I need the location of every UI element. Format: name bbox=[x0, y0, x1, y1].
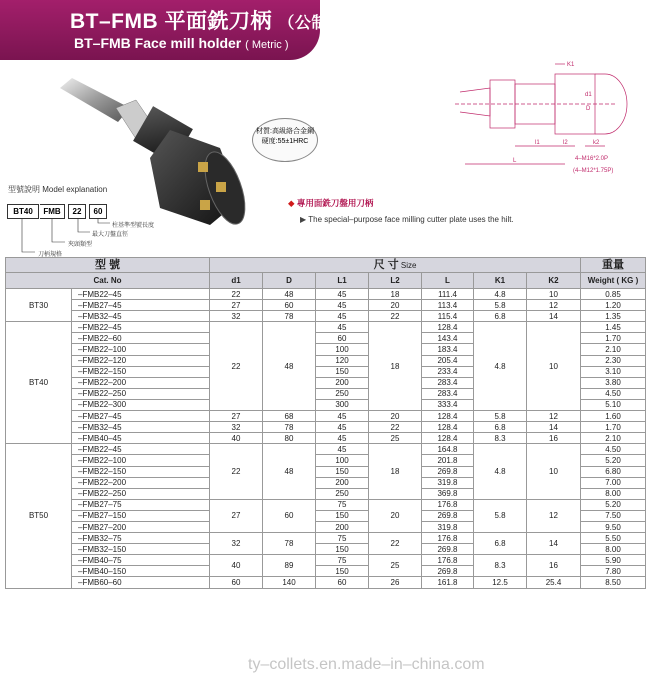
cell-L: 269.8 bbox=[422, 510, 474, 521]
model-header-en: Cat. No bbox=[6, 273, 210, 289]
cat-no: –FMB27–45 bbox=[72, 300, 210, 311]
table-row bbox=[6, 433, 646, 444]
cell-L1: 120 bbox=[316, 355, 369, 366]
explanation-leader-lines bbox=[5, 218, 125, 258]
cell-L: 369.8 bbox=[422, 488, 474, 499]
cell-L1: 45 bbox=[316, 433, 369, 444]
cell-L1: 150 bbox=[316, 510, 369, 521]
dim-l2: l2 bbox=[563, 140, 568, 146]
cell-L1: 75 bbox=[316, 555, 369, 566]
cell-K2: 14 bbox=[527, 422, 581, 433]
cell-L: 143.4 bbox=[422, 333, 474, 344]
table-row bbox=[6, 422, 646, 433]
cell-L: 128.4 bbox=[422, 422, 474, 433]
cell-W: 1.70 bbox=[581, 422, 646, 433]
cell-W: 7.80 bbox=[581, 566, 646, 577]
cell-L1: 150 bbox=[316, 466, 369, 477]
cell-W: 6.80 bbox=[581, 466, 646, 477]
cell-W: 2.30 bbox=[581, 355, 646, 366]
cell-L2: 22 bbox=[369, 422, 422, 433]
cell-K2: 25.4 bbox=[527, 577, 581, 588]
cell-W: 3.80 bbox=[581, 377, 646, 388]
cell-L1: 200 bbox=[316, 477, 369, 488]
cell-L1: 150 bbox=[316, 366, 369, 377]
cell-L1: 45 bbox=[316, 311, 369, 322]
weight-header-cn: 重量 bbox=[581, 258, 646, 273]
cell-d1: 22 bbox=[210, 322, 263, 411]
dedicated-note-cn: ◆ 專用面銑刀盤用刀柄 bbox=[288, 198, 374, 208]
cell-K2: 12 bbox=[527, 499, 581, 532]
cell-L2: 20 bbox=[369, 411, 422, 422]
cat-no: –FMB22–45 bbox=[72, 322, 210, 333]
cat-no: –FMB60–60 bbox=[72, 577, 210, 588]
cell-D: 68 bbox=[263, 411, 316, 422]
cat-no: –FMB22–300 bbox=[72, 399, 210, 410]
cell-D: 80 bbox=[263, 433, 316, 444]
cell-L1: 45 bbox=[316, 444, 369, 455]
cell-L2: 25 bbox=[369, 433, 422, 444]
cat-no: –FMB32–150 bbox=[72, 544, 210, 555]
cat-no: –FMB22–200 bbox=[72, 477, 210, 488]
cell-L: 269.8 bbox=[422, 466, 474, 477]
cell-W: 2.10 bbox=[581, 433, 646, 444]
cell-K1: 4.8 bbox=[474, 322, 527, 411]
col-d1: d1 bbox=[210, 273, 263, 289]
cell-L: 128.4 bbox=[422, 411, 474, 422]
cell-W: 0.85 bbox=[581, 289, 646, 300]
cell-D: 78 bbox=[263, 533, 316, 555]
spec-table bbox=[5, 257, 646, 589]
cell-L1: 150 bbox=[316, 566, 369, 577]
cell-L1: 200 bbox=[316, 521, 369, 532]
cat-no: –FMB40–45 bbox=[72, 433, 210, 444]
table-row bbox=[6, 555, 646, 566]
col-K2: K2 bbox=[527, 273, 581, 289]
cell-L: 128.4 bbox=[422, 322, 474, 333]
cell-L: 333.4 bbox=[422, 399, 474, 410]
cell-K1: 4.8 bbox=[474, 444, 527, 499]
cell-L2: 18 bbox=[369, 444, 422, 499]
cell-W: 7.50 bbox=[581, 510, 646, 521]
table-row bbox=[6, 444, 646, 455]
cell-K1: 6.8 bbox=[474, 311, 527, 322]
cell-L1: 75 bbox=[316, 499, 369, 510]
cell-W: 2.10 bbox=[581, 344, 646, 355]
triangle-bullet-icon: ▶ bbox=[300, 215, 307, 224]
col-L: L bbox=[422, 273, 474, 289]
cell-L2: 18 bbox=[369, 289, 422, 300]
col-K1: K1 bbox=[474, 273, 527, 289]
dim-k1: K1 bbox=[567, 62, 575, 68]
dim-d: D bbox=[586, 106, 591, 112]
cell-L1: 200 bbox=[316, 377, 369, 388]
cat-no: –FMB27–200 bbox=[72, 521, 210, 532]
cell-L1: 150 bbox=[316, 544, 369, 555]
cell-L: 183.4 bbox=[422, 344, 474, 355]
cell-L: 319.8 bbox=[422, 521, 474, 532]
cell-W: 1.20 bbox=[581, 300, 646, 311]
cell-K2: 10 bbox=[527, 289, 581, 300]
group-bt50: BT50 bbox=[6, 444, 72, 588]
cat-no: –FMB27–45 bbox=[72, 411, 210, 422]
cell-d1: 22 bbox=[210, 289, 263, 300]
cell-d1: 27 bbox=[210, 411, 263, 422]
cell-W: 4.50 bbox=[581, 444, 646, 455]
cell-D: 48 bbox=[263, 322, 316, 411]
weight-header-en: Weight ( KG ) bbox=[581, 273, 646, 289]
cat-no: –FMB22–150 bbox=[72, 466, 210, 477]
cat-no: –FMB22–100 bbox=[72, 455, 210, 466]
cell-D: 48 bbox=[263, 289, 316, 300]
title-banner bbox=[0, 0, 345, 60]
cell-d1: 40 bbox=[210, 555, 263, 577]
cell-W: 5.20 bbox=[581, 499, 646, 510]
dim-d1: d1 bbox=[585, 92, 592, 98]
cell-K2: 12 bbox=[527, 300, 581, 311]
note-chuck: 夾頭類型 bbox=[68, 242, 93, 248]
cell-L: 269.8 bbox=[422, 566, 474, 577]
model-header-cn: 型 號 bbox=[6, 258, 210, 273]
cell-L2: 22 bbox=[369, 311, 422, 322]
dim-l: L bbox=[513, 158, 517, 164]
cat-no: –FMB22–45 bbox=[72, 444, 210, 455]
cell-L: 115.4 bbox=[422, 311, 474, 322]
cell-L1: 250 bbox=[316, 388, 369, 399]
cat-no: –FMB32–45 bbox=[72, 422, 210, 433]
cell-L2: 20 bbox=[369, 300, 422, 311]
cell-K2: 14 bbox=[527, 311, 581, 322]
cell-L1: 100 bbox=[316, 344, 369, 355]
cat-no: –FMB22–250 bbox=[72, 488, 210, 499]
cell-d1: 27 bbox=[210, 499, 263, 532]
cell-K1: 6.8 bbox=[474, 422, 527, 433]
cell-d1: 27 bbox=[210, 300, 263, 311]
thread-note-alt: (4–M12*1.75P) bbox=[573, 168, 614, 174]
cell-W: 5.20 bbox=[581, 455, 646, 466]
table-row bbox=[6, 499, 646, 510]
col-L2: L2 bbox=[369, 273, 422, 289]
cell-W: 5.90 bbox=[581, 555, 646, 566]
table-row bbox=[6, 289, 646, 300]
cell-K2: 16 bbox=[527, 555, 581, 577]
cell-L: 161.8 bbox=[422, 577, 474, 588]
cell-L1: 45 bbox=[316, 300, 369, 311]
cell-L: 201.8 bbox=[422, 455, 474, 466]
table-header-row-2 bbox=[6, 273, 646, 289]
code-box-bt: BT40 bbox=[7, 204, 39, 219]
note-spec: 刀柄規格 bbox=[38, 252, 63, 258]
cell-L: 233.4 bbox=[422, 366, 474, 377]
size-header-en: Size bbox=[400, 260, 417, 270]
cell-d1: 32 bbox=[210, 533, 263, 555]
note-length: 柱基準型號長度 bbox=[112, 223, 155, 229]
cell-W: 9.50 bbox=[581, 521, 646, 532]
cell-D: 140 bbox=[263, 577, 316, 588]
cell-W: 3.10 bbox=[581, 366, 646, 377]
table-row bbox=[6, 322, 646, 333]
table-header-row-1 bbox=[6, 258, 646, 273]
cell-W: 4.50 bbox=[581, 388, 646, 399]
cell-W: 5.50 bbox=[581, 533, 646, 544]
cell-L1: 250 bbox=[316, 488, 369, 499]
cell-L: 176.8 bbox=[422, 499, 474, 510]
cell-L: 176.8 bbox=[422, 533, 474, 544]
table-row bbox=[6, 577, 646, 588]
code-box-d1: 22 bbox=[68, 204, 86, 219]
cell-K1: 4.8 bbox=[474, 289, 527, 300]
group-bt40: BT40 bbox=[6, 322, 72, 444]
cell-L: 164.8 bbox=[422, 444, 474, 455]
cat-no: –FMB22–250 bbox=[72, 388, 210, 399]
cat-no: –FMB40–150 bbox=[72, 566, 210, 577]
dim-l1: l1 bbox=[535, 140, 540, 146]
cell-L2: 25 bbox=[369, 555, 422, 577]
cell-L1: 60 bbox=[316, 333, 369, 344]
cell-L2: 18 bbox=[369, 322, 422, 411]
cell-d1: 60 bbox=[210, 577, 263, 588]
cell-K1: 8.3 bbox=[474, 555, 527, 577]
code-box-l1: 60 bbox=[89, 204, 107, 219]
cell-d1: 32 bbox=[210, 311, 263, 322]
cell-d1: 40 bbox=[210, 433, 263, 444]
cell-D: 78 bbox=[263, 311, 316, 322]
cell-L1: 300 bbox=[316, 399, 369, 410]
cell-K2: 12 bbox=[527, 411, 581, 422]
thread-note: 4–M16*2.0P bbox=[575, 156, 609, 162]
cell-d1: 22 bbox=[210, 444, 263, 499]
cell-L: 283.4 bbox=[422, 377, 474, 388]
cell-L1: 60 bbox=[316, 577, 369, 588]
cell-L: 111.4 bbox=[422, 289, 474, 300]
cell-W: 1.35 bbox=[581, 311, 646, 322]
title-cn: BT–FMB 平面銑刀柄 （公制） bbox=[70, 10, 345, 33]
dedicated-note-en: ▶ The special–purpose face milling cutter plate uses the hilt. bbox=[300, 215, 514, 224]
col-D: D bbox=[263, 273, 316, 289]
cell-K1: 12.5 bbox=[474, 577, 527, 588]
cell-L: 283.4 bbox=[422, 388, 474, 399]
cell-W: 8.00 bbox=[581, 544, 646, 555]
code-box-fmb: FMB bbox=[40, 204, 65, 219]
col-L1: L1 bbox=[316, 273, 369, 289]
cell-L1: 75 bbox=[316, 533, 369, 544]
cell-L2: 22 bbox=[369, 533, 422, 555]
technical-drawing bbox=[455, 56, 645, 178]
cell-L: 205.4 bbox=[422, 355, 474, 366]
cell-L: 269.8 bbox=[422, 544, 474, 555]
diamond-bullet-icon: ◆ bbox=[288, 198, 295, 208]
table-row bbox=[6, 311, 646, 322]
cell-d1: 32 bbox=[210, 422, 263, 433]
cat-no: –FMB22–45 bbox=[72, 289, 210, 300]
group-bt30: BT30 bbox=[6, 289, 72, 322]
cat-no: –FMB27–75 bbox=[72, 499, 210, 510]
cell-K1: 5.8 bbox=[474, 499, 527, 532]
watermark: ty–collets.en.made–in–china.com bbox=[248, 656, 485, 673]
cat-no: –FMB40–75 bbox=[72, 555, 210, 566]
model-explanation-title: 型號說明 Model explanation bbox=[8, 185, 108, 194]
dim-k2: k2 bbox=[593, 140, 600, 146]
note-diameter: 最大刀盤直徑 bbox=[92, 232, 129, 238]
cell-W: 1.60 bbox=[581, 411, 646, 422]
cell-D: 48 bbox=[263, 444, 316, 499]
cell-L1: 45 bbox=[316, 322, 369, 333]
table-row bbox=[6, 411, 646, 422]
table-row bbox=[6, 533, 646, 544]
cell-W: 8.50 bbox=[581, 577, 646, 588]
cell-L: 128.4 bbox=[422, 433, 474, 444]
cat-no: –FMB22–100 bbox=[72, 344, 210, 355]
cell-L: 176.8 bbox=[422, 555, 474, 566]
cell-W: 7.00 bbox=[581, 477, 646, 488]
cell-K1: 5.8 bbox=[474, 411, 527, 422]
cell-L1: 45 bbox=[316, 289, 369, 300]
cell-L2: 20 bbox=[369, 499, 422, 532]
cell-D: 78 bbox=[263, 422, 316, 433]
cell-K2: 14 bbox=[527, 533, 581, 555]
cell-K2: 10 bbox=[527, 444, 581, 499]
cell-D: 60 bbox=[263, 499, 316, 532]
cat-no: –FMB27–150 bbox=[72, 510, 210, 521]
cell-W: 8.00 bbox=[581, 488, 646, 499]
cell-W: 1.70 bbox=[581, 333, 646, 344]
cell-W: 5.10 bbox=[581, 399, 646, 410]
cell-D: 60 bbox=[263, 300, 316, 311]
material-note: 材質:高級絡合金鋼 硬度:55±1HRC bbox=[252, 118, 318, 162]
cell-L2: 26 bbox=[369, 577, 422, 588]
cell-L1: 45 bbox=[316, 422, 369, 433]
cell-W: 1.45 bbox=[581, 322, 646, 333]
cell-L: 113.4 bbox=[422, 300, 474, 311]
cell-K1: 5.8 bbox=[474, 300, 527, 311]
cell-K1: 6.8 bbox=[474, 533, 527, 555]
size-header-cn: 尺 寸 bbox=[373, 258, 399, 271]
table-row bbox=[6, 300, 646, 311]
cell-L: 319.8 bbox=[422, 477, 474, 488]
cat-no: –FMB22–150 bbox=[72, 366, 210, 377]
cat-no: –FMB32–45 bbox=[72, 311, 210, 322]
cell-K2: 10 bbox=[527, 322, 581, 411]
cat-no: –FMB22–60 bbox=[72, 333, 210, 344]
cat-no: –FMB22–200 bbox=[72, 377, 210, 388]
cat-no: –FMB22–120 bbox=[72, 355, 210, 366]
cell-K1: 8.3 bbox=[474, 433, 527, 444]
cell-L1: 45 bbox=[316, 411, 369, 422]
cell-L1: 100 bbox=[316, 455, 369, 466]
title-en: BT–FMB Face mill holder ( Metric ) bbox=[74, 35, 289, 51]
cell-D: 89 bbox=[263, 555, 316, 577]
cat-no: –FMB32–75 bbox=[72, 533, 210, 544]
cell-K2: 16 bbox=[527, 433, 581, 444]
